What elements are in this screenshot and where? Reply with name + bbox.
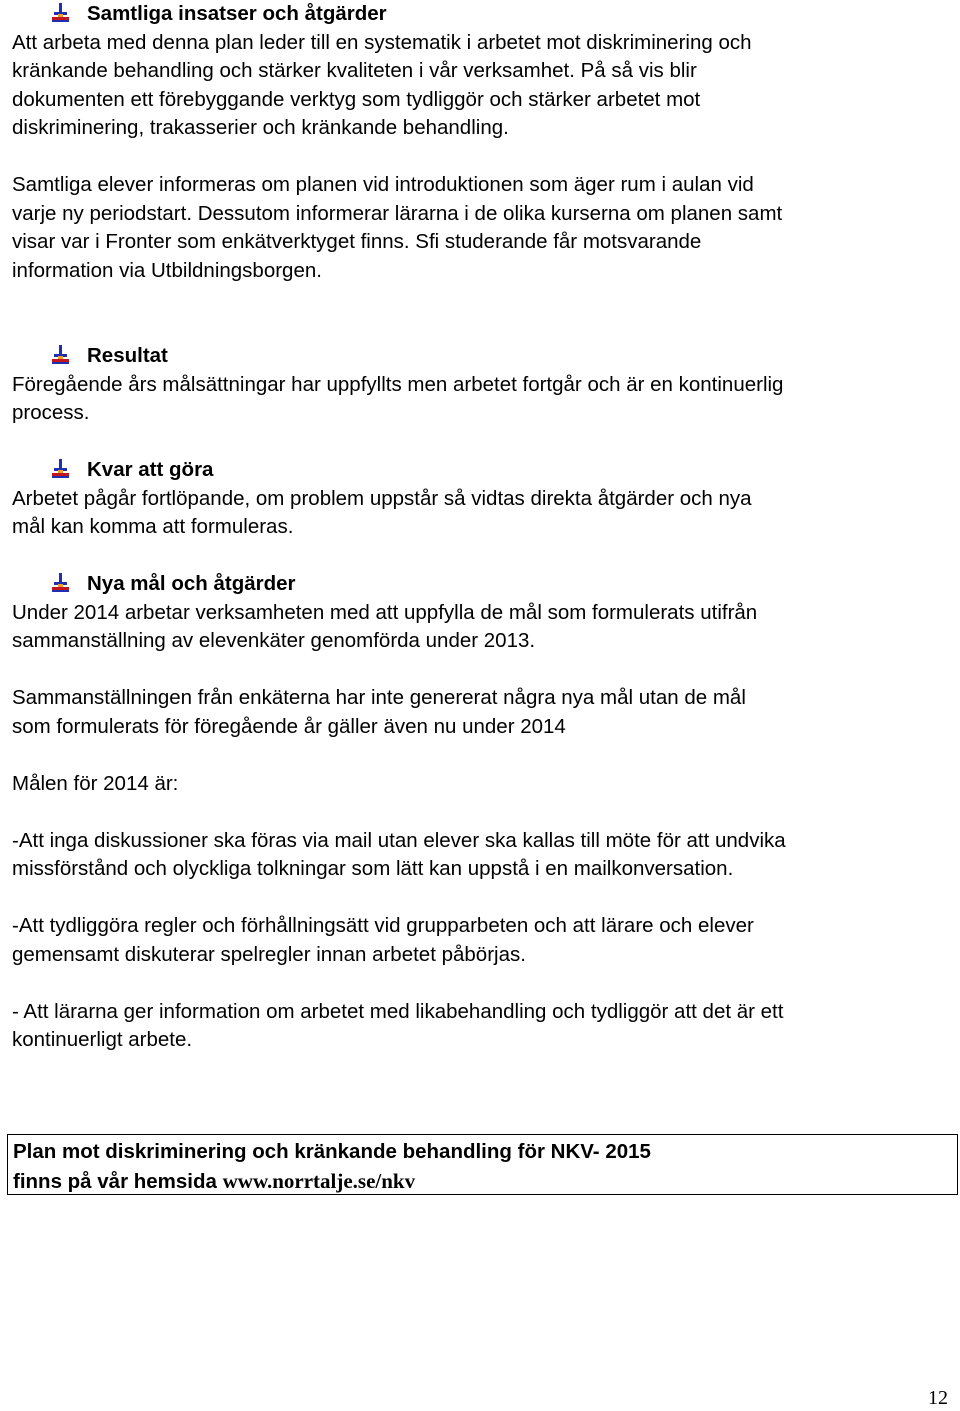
text-line: Föregående års målsättningar har uppfyllts men arbetet fortgår och är en kontinuerlig bbox=[12, 372, 784, 396]
text-line: Att arbeta med denna plan leder till en systematik i arbetet mot diskriminering och bbox=[12, 30, 752, 54]
section-heading-nya bbox=[12, 570, 952, 599]
text-line: sammanställning av elevenkäter genomförda under 2013. bbox=[12, 629, 536, 652]
text-line: diskriminering, trakasserier och kränkande behandling. bbox=[12, 116, 509, 139]
arrow-down-bullet-icon bbox=[52, 573, 72, 593]
text-line: -Att inga diskussioner ska föras via mail utan elever ska kallas till möte för att undvika bbox=[12, 828, 786, 852]
arrow-down-bullet-icon bbox=[52, 459, 72, 479]
text-line: varje ny periodstart. Dessutom informerar lärarna i de olika kurserna om planen samt bbox=[12, 201, 783, 225]
section-heading-text: Kvar att göra bbox=[87, 458, 214, 481]
callout-line bbox=[13, 1167, 957, 1197]
section-heading-resultat bbox=[12, 342, 952, 371]
text-line: Målen för 2014 är: bbox=[12, 771, 179, 795]
text-line: dokumenten ett förebyggande verktyg som tydliggör och stärker arbetet mot bbox=[12, 87, 701, 111]
callout-text: finns på vår hemsida bbox=[13, 1169, 223, 1193]
arrow-down-bullet-icon bbox=[52, 3, 72, 23]
section-heading-text: Samtliga insatser och åtgärder bbox=[87, 2, 387, 25]
section-heading-samtliga bbox=[12, 0, 952, 29]
section-heading-text: Nya mål och åtgärder bbox=[87, 572, 296, 595]
callout-line: Plan mot diskriminering och kränkande behandling för NKV- 2015 bbox=[13, 1140, 651, 1163]
text-line: kränkande behandling och stärker kvaliteten i vår verksamhet. På så vis blir bbox=[12, 59, 697, 82]
section-heading-text: Resultat bbox=[87, 344, 168, 367]
text-line: kontinuerligt arbete. bbox=[12, 1028, 193, 1051]
text-line: process. bbox=[12, 401, 90, 424]
website-callout-box bbox=[7, 1134, 958, 1195]
text-line: Samtliga elever informeras om planen vid introduktionen som äger rum i aulan vid bbox=[12, 173, 754, 196]
arrow-down-bullet-icon bbox=[52, 345, 72, 365]
text-line: gemensamt diskuterar spelregler innan arbetet påbörjas. bbox=[12, 942, 526, 966]
section-heading-kvar bbox=[12, 456, 952, 485]
text-line: Under 2014 arbetar verksamheten med att uppfylla de mål som formulerats utifrån bbox=[12, 600, 758, 624]
text-line: visar var i Fronter som enkätverktyget finns. Sfi studerande får motsvarande bbox=[12, 230, 702, 253]
text-line: som formulerats för föregående år gäller även nu under 2014 bbox=[12, 714, 566, 738]
text-line: -Att tydliggöra regler och förhållningsätt vid grupparbeten och att lärare och elever bbox=[12, 914, 754, 937]
text-line: missförstånd och olyckliga tolkningar som lätt kan uppstå i en mailkonversation. bbox=[12, 857, 734, 880]
document-page bbox=[12, 0, 952, 1055]
text-line: information via Utbildningsborgen. bbox=[12, 258, 322, 282]
website-link[interactable]: www.norrtalje.se/nkv bbox=[222, 1168, 416, 1193]
text-line: Sammanställningen från enkäterna har inte genererat några nya mål utan de mål bbox=[12, 686, 746, 709]
text-line: - Att lärarna ger information om arbetet med likabehandling och tydliggör att det är ett bbox=[12, 999, 784, 1023]
text-line: mål kan komma att formuleras. bbox=[12, 515, 294, 538]
page-number: 12 bbox=[928, 1387, 948, 1409]
text-line: Arbetet pågår fortlöpande, om problem uppstår så vidtas direkta åtgärder och nya bbox=[12, 486, 752, 510]
